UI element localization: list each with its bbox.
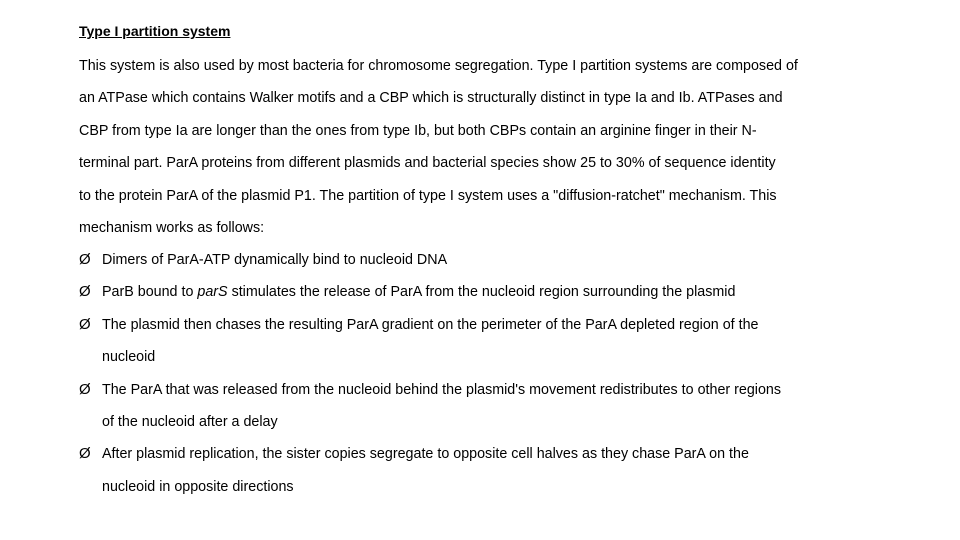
list-item-text-part: stimulates the release of ParA from the nucleoid region surrounding the plasmid: [227, 284, 736, 301]
list-item-text: After plasmid replication, the sister copies segregate to opposite cell halves as they chase ParA on the: [102, 446, 749, 463]
mechanism-steps-list: [79, 244, 914, 503]
list-item-text-continued: nucleoid in opposite directions: [102, 478, 294, 495]
paragraph-line: This system is also used by most bacteria for chromosome segregation. Type I partition systems are composed of: [79, 58, 798, 74]
list-item-text: [102, 276, 914, 308]
paragraph-line: CBP from type Ia are longer than the ones from type Ib, but both CBPs contain an arginine finger in their N-: [79, 122, 757, 139]
list-item-text: Dimers of ParA-ATP dynamically bind to nucleoid DNA: [102, 252, 448, 268]
arrow-bullet-icon: Ø: [79, 315, 91, 333]
list-item-text: The plasmid then chases the resulting ParA gradient on the perimeter of the ParA depleted region of the: [102, 316, 759, 333]
list-item: [79, 309, 914, 374]
list-item: [79, 374, 914, 439]
list-item-text-part: ParB bound to: [102, 284, 198, 301]
list-item: [79, 276, 914, 308]
paragraph-line: mechanism works as follows:: [79, 220, 265, 237]
section-title: Type I partition system: [79, 23, 231, 39]
italic-term: parS: [197, 284, 228, 301]
list-item-text-continued: of the nucleoid after a delay: [102, 414, 278, 431]
list-item-text-continued: nucleoid: [102, 349, 156, 366]
list-item: [79, 244, 914, 276]
arrow-bullet-icon: Ø: [79, 251, 91, 268]
paragraph-line: an ATPase which contains Walker motifs and a CBP which is structurally distinct in type Ia and Ib. ATPases and: [79, 90, 783, 107]
list-item-text: The ParA that was released from the nucleoid behind the plasmid's movement redistributes to other regions: [102, 381, 782, 398]
paragraph-line: terminal part. ParA proteins from different plasmids and bacterial species show 25 to 30% of sequence identity: [79, 155, 776, 172]
paragraph-line: to the protein ParA of the plasmid P1. The partition of type I system uses a "diffusion-ratchet" mechanism. This: [79, 187, 777, 204]
arrow-bullet-icon: Ø: [79, 283, 91, 301]
intro-paragraph: [79, 50, 914, 244]
arrow-bullet-icon: Ø: [79, 445, 91, 463]
list-item: [79, 438, 914, 503]
arrow-bullet-icon: Ø: [79, 380, 91, 398]
